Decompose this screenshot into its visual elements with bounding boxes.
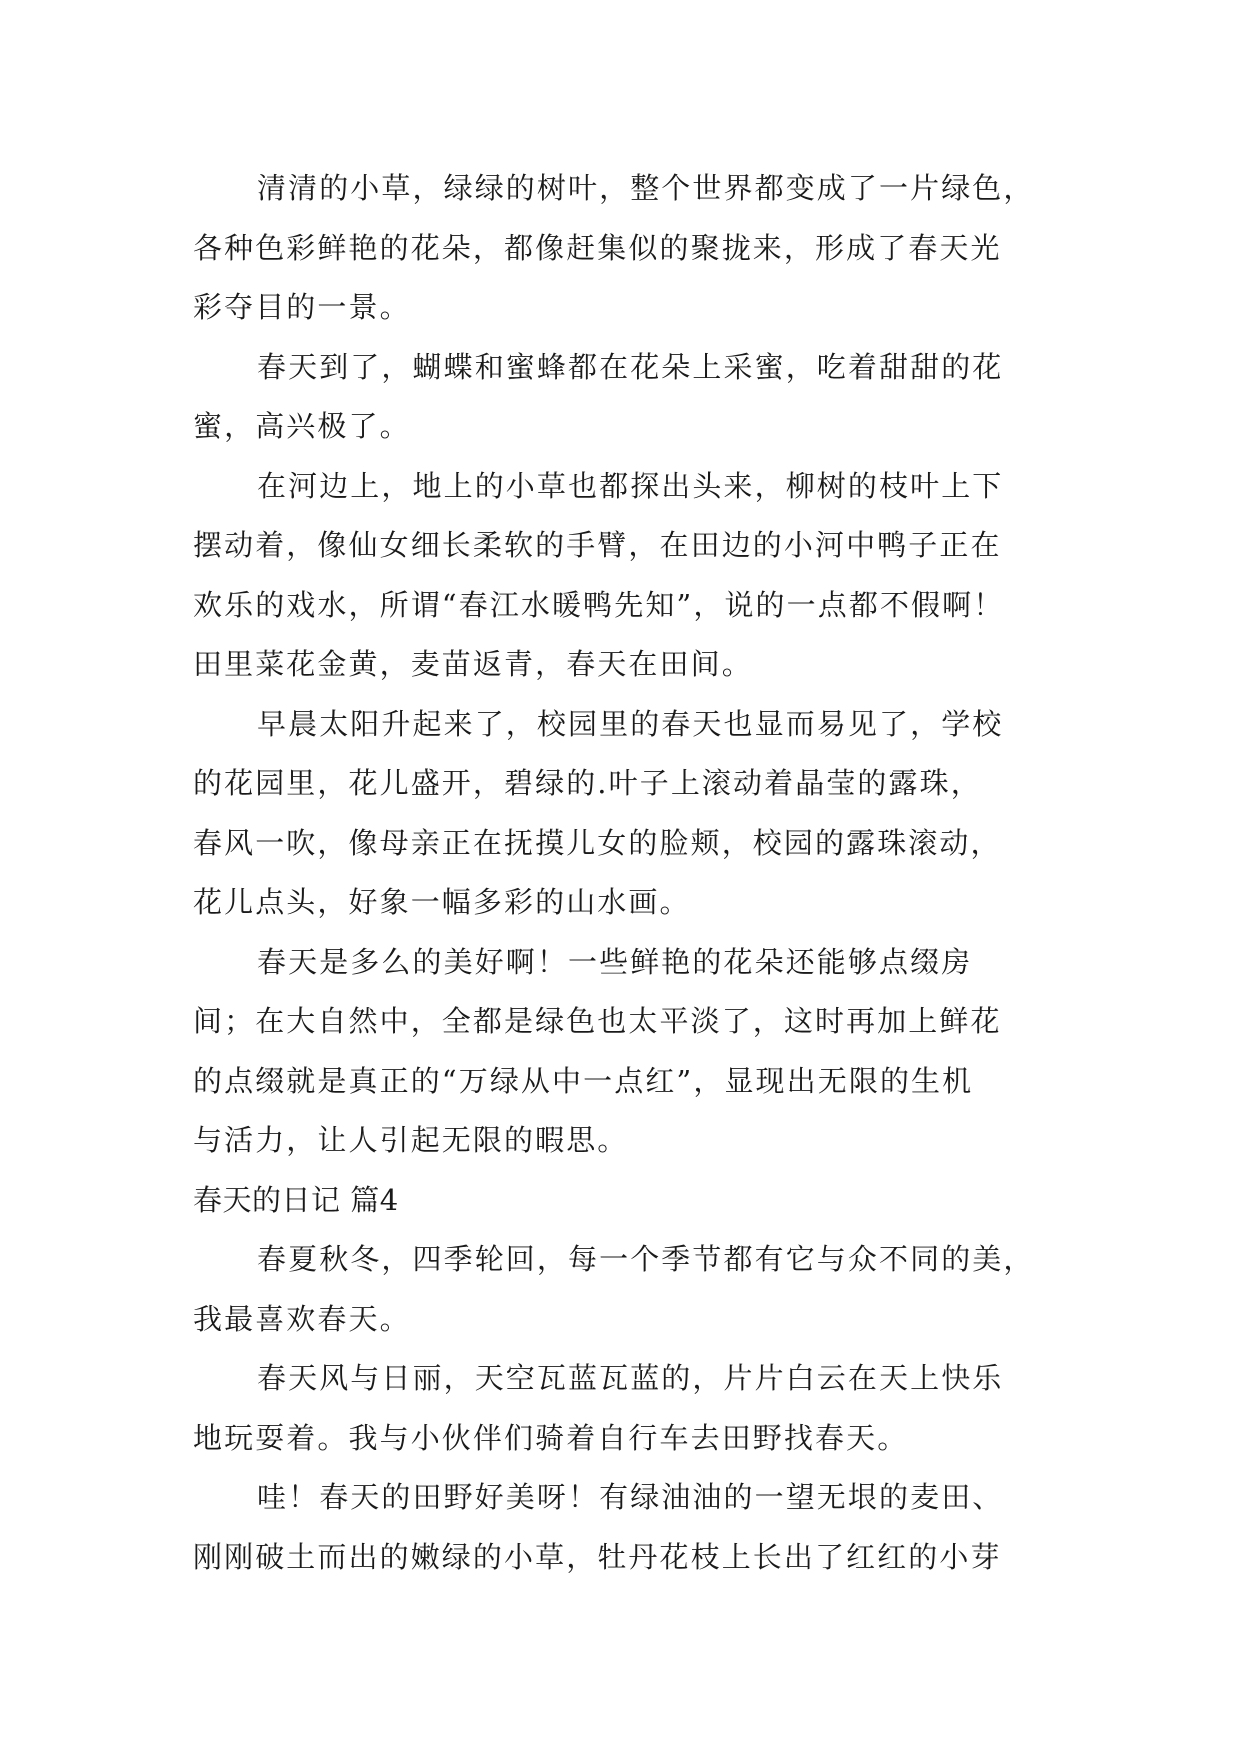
paragraph-line: 春天到了，蝴蝶和蜜蜂都在花朵上采蜜，吃着甜甜的花: [257, 350, 1004, 384]
paragraph-line: 间；在大自然中，全都是绿色也太平淡了，这时再加上鲜花: [193, 1004, 1002, 1038]
paragraph-line: 刚刚破土而出的嫩绿的小草，牡丹花枝上长出了红红的小芽: [193, 1540, 1002, 1574]
paragraph-line: 欢乐的戏水，所谓“春江水暖鸭先知”，说的一点都不假啊！: [193, 588, 1005, 622]
paragraph-line: 田里菜花金黄，麦苗返青，春天在田间。: [193, 647, 753, 681]
section-heading: 春天的日记 篇4: [193, 1183, 399, 1217]
paragraph-line: 清清的小草，绿绿的树叶，整个世界都变成了一片绿色，: [257, 171, 1035, 205]
paragraph-line: 摆动着，像仙女细长柔软的手臂，在田边的小河中鸭子正在: [193, 528, 1002, 562]
paragraph-line: 的花园里，花儿盛开，碧绿的.叶子上滚动着晶莹的露珠，: [193, 766, 982, 800]
paragraph-line: 与活力，让人引起无限的暇思。: [193, 1123, 629, 1157]
paragraph-line: 地玩耍着。我与小伙伴们骑着自行车去田野找春天。: [193, 1421, 909, 1455]
paragraph-line: 花儿点头，好象一幅多彩的山水画。: [193, 885, 691, 919]
paragraph-line: 早晨太阳升起来了，校园里的春天也显而易见了，学校: [257, 707, 1004, 741]
paragraph-line: 蜜，高兴极了。: [193, 409, 411, 443]
paragraph-line: 我最喜欢春天。: [193, 1302, 411, 1336]
paragraph-line: 哇！春天的田野好美呀！有绿油油的一望无垠的麦田、: [257, 1480, 1004, 1514]
paragraph-line: 的点缀就是真正的“万绿从中一点红”，显现出无限的生机: [193, 1064, 974, 1098]
paragraph-line: 春风一吹，像母亲正在抚摸儿女的脸颊，校园的露珠滚动，: [193, 826, 1002, 860]
paragraph-line: 彩夺目的一景。: [193, 290, 411, 324]
paragraph-line: 在河边上，地上的小草也都探出头来，柳树的枝叶上下: [257, 469, 1004, 503]
paragraph-line: 春夏秋冬，四季轮回，每一个季节都有它与众不同的美，: [257, 1242, 1035, 1276]
paragraph-line: 春天是多么的美好啊！一些鲜艳的花朵还能够点缀房: [257, 945, 973, 979]
paragraph-line: 春天风与日丽，天空瓦蓝瓦蓝的，片片白云在天上快乐: [257, 1361, 1004, 1395]
paragraph-line: 各种色彩鲜艳的花朵，都像赶集似的聚拢来，形成了春天光: [193, 231, 1002, 265]
